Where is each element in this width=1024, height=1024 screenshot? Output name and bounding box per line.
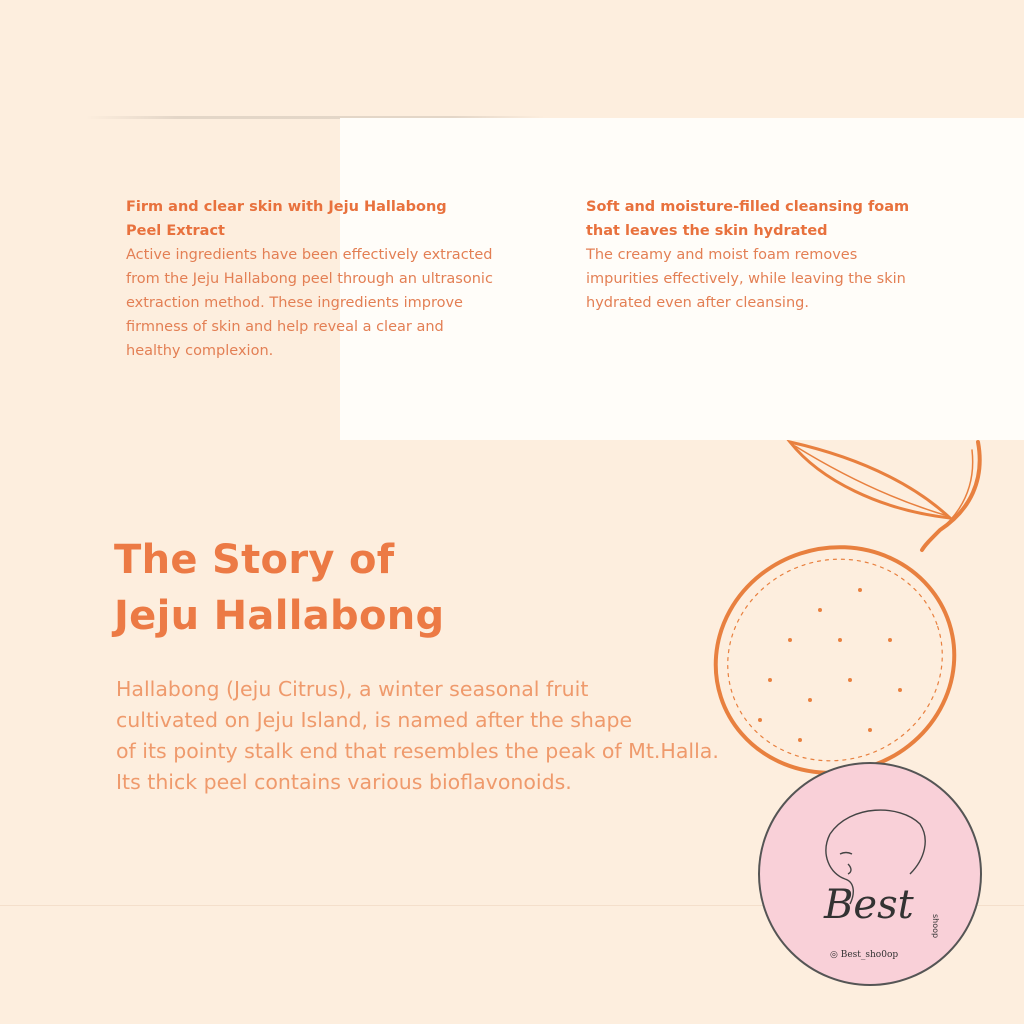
watermark-logo bbox=[758, 762, 982, 986]
logo-handle bbox=[830, 950, 898, 960]
stem bbox=[922, 442, 980, 550]
feature-title: Firm and clear skin with Jeju Hallabong Peel Extract bbox=[126, 199, 447, 239]
feature-body: The creamy and moist foam removes impurities effectively, while leaving the skin hydrated even after cleansing. bbox=[586, 247, 906, 311]
feature-cleansing-foam bbox=[586, 195, 966, 315]
logo-script: Best bbox=[824, 882, 914, 928]
feature-peel-extract bbox=[126, 195, 546, 363]
fruit-dimples bbox=[758, 588, 902, 742]
story-title: The Story of Jeju Hallabong bbox=[114, 537, 445, 639]
top-band bbox=[0, 0, 1024, 118]
fruit-body bbox=[700, 516, 984, 780]
logo-handle-text: Best_sho0op bbox=[840, 950, 899, 960]
leaf-vein bbox=[795, 446, 948, 516]
logo-side-text: shoop bbox=[931, 914, 940, 939]
feature-title: Soft and moisture-filled cleansing foam that leaves the skin hydrated bbox=[586, 199, 910, 239]
story-body: Hallabong (Jeju Citrus), a winter seasonal fruit cultivated on Jeju Island, is named after the shape of its pointy stalk end that resembles the peak of Mt.Halla. Its thick peel contains various bioflavonoids. bbox=[116, 677, 719, 794]
feature-body: Active ingredients have been effectively extracted from the Jeju Hallabong peel through an ultrasonic extraction method. These ingredients improve firmness of skin and help reveal a clear and healthy complexion. bbox=[126, 247, 493, 359]
leaf-outline bbox=[790, 442, 950, 518]
logo-circle bbox=[758, 762, 982, 986]
instagram-icon: ◎ bbox=[830, 950, 841, 960]
hallabong-fruit-illustration bbox=[700, 440, 1000, 780]
